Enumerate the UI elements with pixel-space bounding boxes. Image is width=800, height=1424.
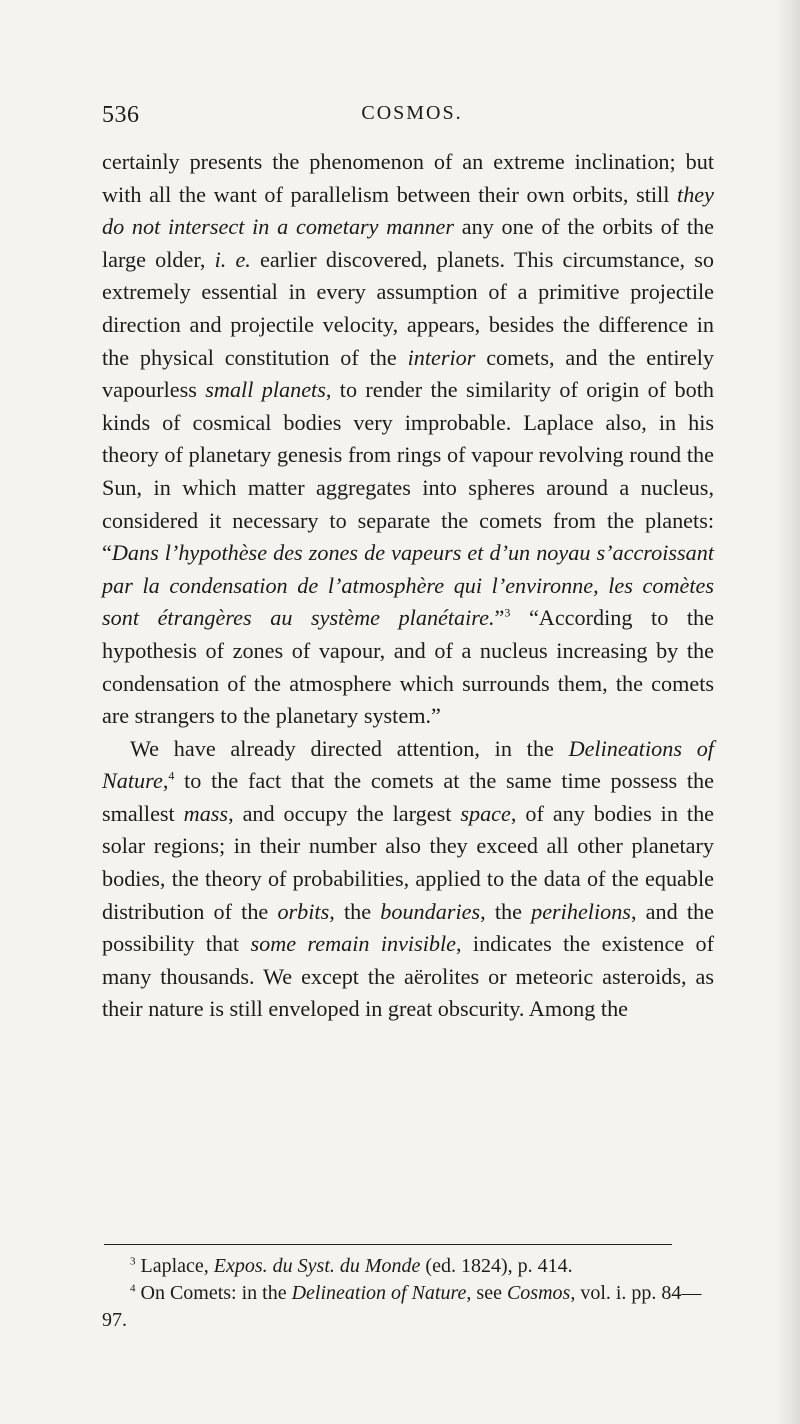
text-run: , see	[466, 1282, 507, 1304]
text-run: “According to the hypothesis of zones of vapour, and of a nucleus increasing by the condensation of the atmosphere which surrounds them, the comets are strangers to the planetary system.”	[102, 605, 714, 729]
text-run: , the	[329, 898, 381, 924]
page-gutter-shadow	[774, 0, 800, 1424]
running-head	[102, 102, 722, 138]
italic-run: Cosmos	[506, 1282, 571, 1304]
italic-run: orbits	[277, 898, 330, 924]
italic-run: Expos. du Syst. du Monde	[213, 1255, 421, 1277]
text-run: , the	[480, 898, 532, 924]
text-run: , to render the similarity of origin of both kinds of cosmical bodies very improbable. Laplace also, in his theory of planetary genesis from rings of vapour revolving round the Sun, in which matter aggregates into spheres around a nucleus, considered it necessary to separate the comets from the planets: “	[102, 377, 714, 566]
italic-run: mass	[183, 800, 229, 826]
text-run: earlier discovered, planets. This circumstance, so extremely essential in every assumption of a primitive projectile direction and projectile velocity, appears, besides the difference in the physical constitution of the	[102, 246, 714, 370]
text-run: Laplace,	[135, 1255, 214, 1277]
italic-run: Delineations of Nature	[102, 735, 714, 794]
footnote-mark: 3	[130, 1255, 136, 1268]
text-run: ,	[162, 768, 169, 794]
paragraph-2	[102, 733, 714, 1026]
italic-quote-french: Dans l’hypothèse des zones de vapeurs et d’un noyau s’accroissant par la condensation de l’atmosphère qui l’environne, les comètes sont étrangères au système planétaire.	[102, 540, 714, 631]
body-text	[102, 146, 714, 1026]
text-run: any one of the orbits of the large older,	[102, 214, 714, 272]
text-run: comets, and the entirely vapourless	[102, 344, 714, 403]
italic-run: Delineation of Nature	[291, 1282, 467, 1304]
page-number: 536	[102, 102, 140, 128]
footnote-ref-4: 4	[168, 768, 175, 783]
text-run: to the fact that the comets at the same time possess the smallest	[102, 768, 714, 826]
italic-run: perihelions	[531, 898, 631, 924]
text-run: , and occupy the largest	[228, 800, 461, 826]
italic-run: they do not intersect in a cometary manner	[102, 181, 714, 240]
italic-run: i. e.	[214, 246, 251, 272]
italic-run: some remain invisible	[250, 931, 456, 957]
text-run: , of any bodies in the solar regions; in their number also they exceed all other planetary bodies, the theory of probabilities, applied to the data of the equable distribution of the	[102, 800, 715, 924]
text-run: , and the possibility that	[102, 898, 714, 957]
text-run: ”	[494, 605, 505, 631]
text-run: We have already directed attention, in the	[130, 735, 569, 761]
italic-run: space	[460, 800, 511, 826]
text-run: , indicates the existence of many thousands. We except the aërolites or meteoric asteroids, as their nature is still enveloped in great obscurity. Among the	[102, 931, 714, 1022]
text-run: (ed. 1824), p. 414.	[420, 1255, 573, 1277]
footnote-rule	[104, 1244, 672, 1245]
footnote-ref-3: 3	[504, 605, 511, 620]
footnotes	[102, 1253, 714, 1334]
text-run: certainly presents the phenomenon of an extreme inclination; but with all the want of parallelism between their own orbits, still	[102, 149, 714, 207]
italic-run: boundaries	[380, 898, 481, 924]
text-run: , vol. i. pp. 84—97.	[102, 1282, 702, 1331]
footnote-4	[102, 1280, 714, 1334]
footnote-3	[102, 1253, 714, 1280]
footnote-mark: 4	[130, 1282, 136, 1295]
paragraph-1	[102, 146, 714, 733]
running-title: COSMOS.	[361, 102, 463, 124]
italic-run: interior	[407, 344, 476, 370]
text-run: On Comets: in the	[135, 1282, 292, 1304]
italic-run: small planets	[205, 377, 326, 403]
